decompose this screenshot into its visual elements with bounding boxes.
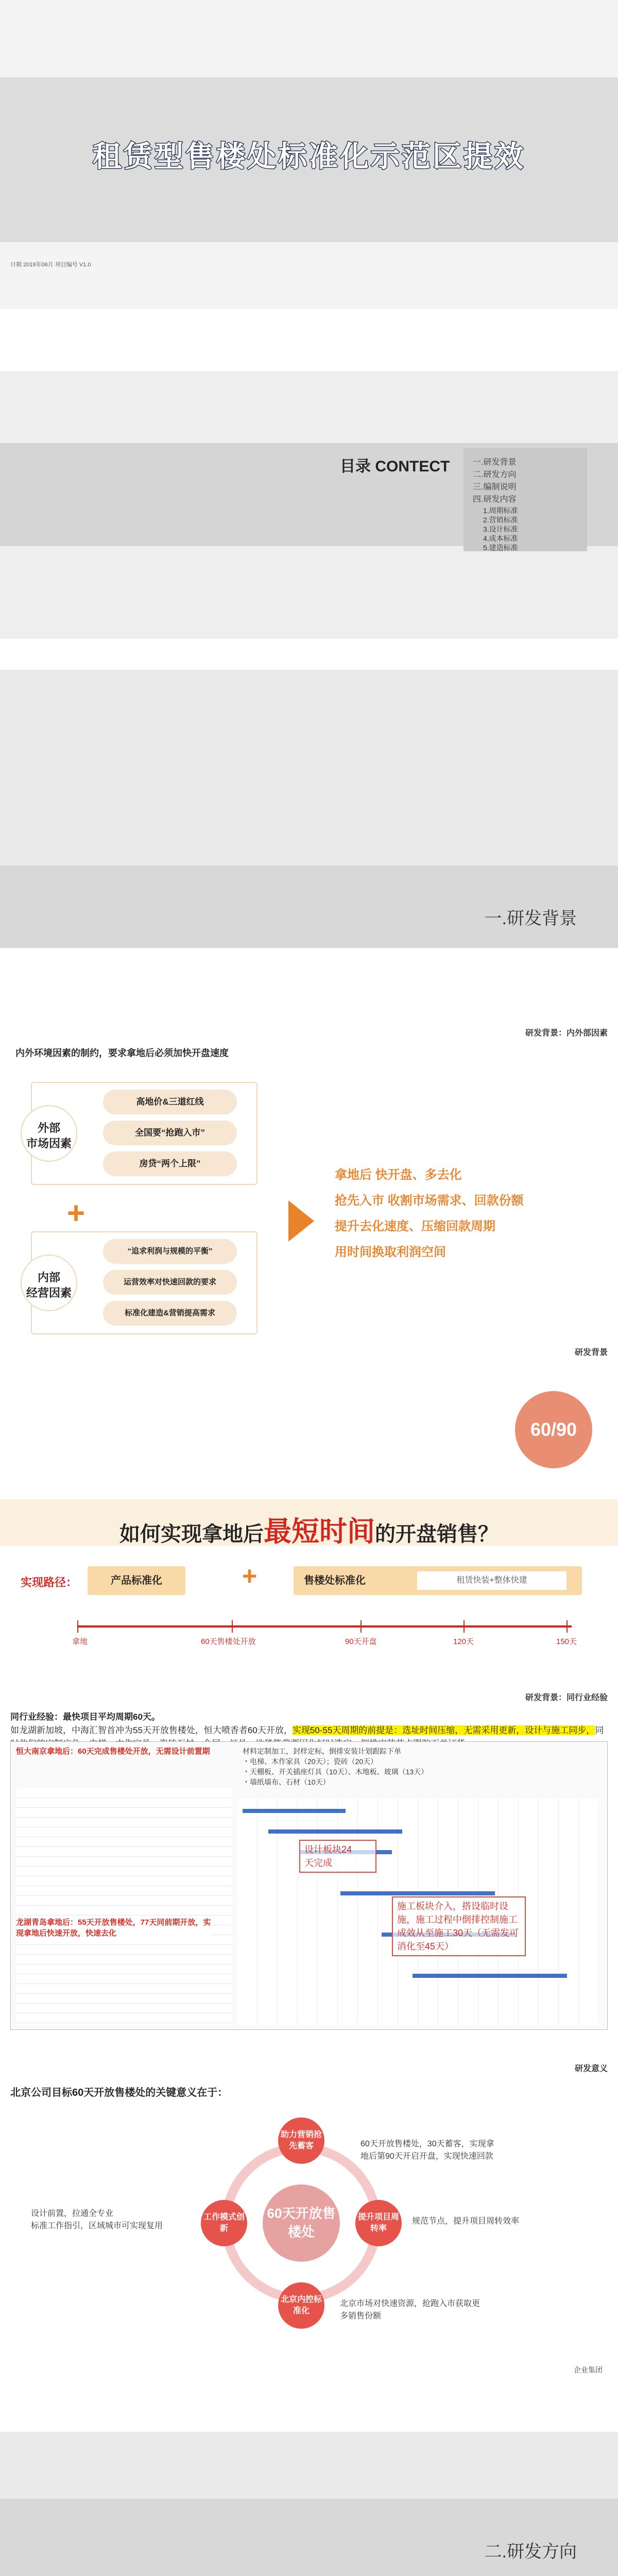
- question-post: 的开盘销售？: [375, 1523, 499, 1546]
- gantt-table: [16, 1788, 232, 2025]
- cover-title: 租赁型售楼处标准化示范区提效: [93, 140, 525, 173]
- timeline-tick: [464, 1620, 465, 1633]
- toc-title: 目录 CONTECT: [340, 458, 450, 475]
- timeline-label: 150天: [556, 1637, 577, 1646]
- cover-footer: 日期 2019年06月 项目编号 V1.0: [10, 262, 91, 268]
- construction-callout: 施工板块介入，搭设临时设施，施工过程中倒排控制施工成效从至施工30天（无需发可消化至45天）: [392, 1896, 526, 1956]
- toc-subitem: 4.成本标准: [483, 534, 518, 543]
- step-sales-office-label: 售楼处标准化: [304, 1575, 366, 1586]
- gantt-materials-note: 材料定制加工，封样定标，倒排安装计划跟踪下单 ・电梯、木作家具（20天）；瓷砖（20天） ・天棚板、开关插座灯具（10天）、木地板、玻璃（13天） ・墙纸墙布、石材（10天）: [243, 1747, 428, 1786]
- internal-factor: “追求利润与规模的平衡”: [103, 1239, 237, 1264]
- toc-list: [464, 448, 587, 551]
- result-line: 抢先入市 收割市场需求、回款份额: [335, 1194, 524, 1208]
- internal-title: 内部 经营因素: [21, 1255, 77, 1311]
- toc-slide: [0, 371, 618, 639]
- external-factor: 房贷“两个上限”: [103, 1151, 237, 1176]
- gantt-left-label: 恒大南京拿地后：60天完成售楼处开放，无需设计前置期: [16, 1747, 210, 1756]
- step-product: 产品标准化: [88, 1566, 185, 1595]
- result-line: 拿地后 快开盘、多去化: [335, 1168, 462, 1182]
- timeline-tick: [360, 1620, 362, 1633]
- cycle-node: 工作模式创新: [201, 2200, 247, 2246]
- slide-tag: 研发背景：内外部因素: [525, 1029, 608, 1038]
- gantt-bar: [340, 1891, 495, 1895]
- cover-slide: [0, 0, 618, 309]
- cycle-center: 60天开放售楼处: [263, 2184, 340, 2262]
- cycle-node: 北京内控标准化: [278, 2282, 324, 2329]
- significance-note: 60天开放售楼处，30天蓄客，实现拿地后第90天开启开盘，实现快速回款: [360, 2140, 494, 2161]
- toc-item: 一.研发背景: [473, 458, 517, 467]
- lead-post: 同: [595, 1725, 604, 1735]
- lead-bold: 同行业经验：最快项目平均周期60天。: [10, 1712, 160, 1722]
- significance-note: 北京市场对快速资源，抢跑入市获取更多销售份额: [340, 2299, 480, 2320]
- step-sales-office: [294, 1566, 582, 1595]
- question-pre: 如何实现拿地后: [119, 1523, 264, 1546]
- external-title: 外部 市场因素: [21, 1105, 77, 1162]
- timeline-axis: [77, 1625, 572, 1628]
- timeline-label: 120天: [453, 1637, 474, 1646]
- toc-subitem: 3.设计标准: [483, 525, 518, 533]
- background-factors-slide: [0, 1020, 618, 1340]
- gantt-chart: [10, 1741, 608, 2030]
- toc-item: 四.研发内容: [473, 495, 517, 504]
- lead-highlight: 实现50-55天周期的前提是：选址时间压缩，无需采用更新，设计与施工同步，: [292, 1725, 595, 1735]
- external-factor: 高地价&三道红线: [103, 1090, 237, 1114]
- timeline-tick: [566, 1620, 568, 1633]
- question-text: [0, 1510, 618, 1549]
- step-sales-office-sub: 租赁快装+整体快建: [417, 1571, 566, 1590]
- timeline-label: 90天开盘: [345, 1637, 377, 1646]
- toc-item: 二.研发方向: [473, 470, 517, 479]
- slide-tag: 研发意义: [574, 2064, 608, 2073]
- internal-factor: 标准化建造&营销提高需求: [103, 1301, 237, 1326]
- industry-experience-slide: [0, 1685, 618, 2040]
- goal-badge: 60/90: [515, 1391, 592, 1468]
- plus-icon: +: [242, 1562, 258, 1590]
- significance-slide: [0, 2056, 618, 2385]
- slide-headline: 内外环境因素的制约，要求拿地后必须加快开盘速度: [15, 1048, 229, 1058]
- toc-subitem: 2.营销标准: [483, 516, 518, 524]
- company-logo: 企业集团: [574, 2366, 603, 2374]
- path-label: 实现路径：: [21, 1576, 78, 1589]
- background-path-slide: [0, 1340, 618, 1680]
- section-title: 一.研发背景: [484, 909, 577, 928]
- gantt-left-label-2: 龙湖青岛拿地后：55天开放售楼处，77天同前期开放，实现拿地后快速开放，快速去化: [16, 1918, 211, 1938]
- gantt-bar: [243, 1809, 346, 1813]
- timeline-tick: [232, 1620, 233, 1633]
- section-1-slide: [0, 670, 618, 948]
- result-line: 提升去化速度、压缩回款周期: [335, 1219, 495, 1233]
- internal-factor: 运营效率对快速回款的要求: [103, 1270, 237, 1295]
- cycle-node: 提升项目周转率: [355, 2200, 402, 2246]
- plus-icon: +: [67, 1196, 85, 1230]
- slide-headline: 北京公司目标60天开放售楼处的关键意义在于：: [10, 2087, 228, 2098]
- toc-item: 三.编制说明: [473, 483, 517, 492]
- timeline-tick: [77, 1620, 78, 1633]
- question-highlight: 最短时间: [264, 1516, 375, 1547]
- significance-note: 规范节点，提升项目周转效率: [412, 2217, 520, 2226]
- timeline-label: 拿地: [72, 1637, 88, 1646]
- section-title: 二.研发方向: [484, 2542, 577, 2562]
- gantt-bar: [268, 1829, 402, 1834]
- toc-subitem: 1.周期标准: [483, 506, 518, 515]
- result-line: 用时间换取利润空间: [335, 1245, 446, 1259]
- slide-tag: 研发背景：同行业经验: [525, 1693, 608, 1702]
- design-callout: 设计板块24 天完成: [299, 1840, 376, 1873]
- gantt-bar: [413, 1974, 567, 1978]
- arrow-right-icon: [288, 1200, 314, 1242]
- lead-pre: 如龙湖新加坡，中海汇智首冲为55天开放售楼处，恒大喷香者60天开放，: [10, 1725, 293, 1735]
- external-factor: 全国要“抢跑入市”: [103, 1121, 237, 1145]
- slide-tag: 研发背景: [574, 1348, 608, 1357]
- section-2-slide: [0, 2432, 618, 2576]
- cycle-node: 助力营销抢先蓄客: [278, 2117, 324, 2164]
- significance-note: 设计前置，拉通全专业 标准工作指引，区域城市可实现复用: [31, 2209, 163, 2230]
- timeline-label: 60天售楼处开放: [201, 1637, 256, 1646]
- toc-subitem: 5.建造标准: [483, 544, 518, 552]
